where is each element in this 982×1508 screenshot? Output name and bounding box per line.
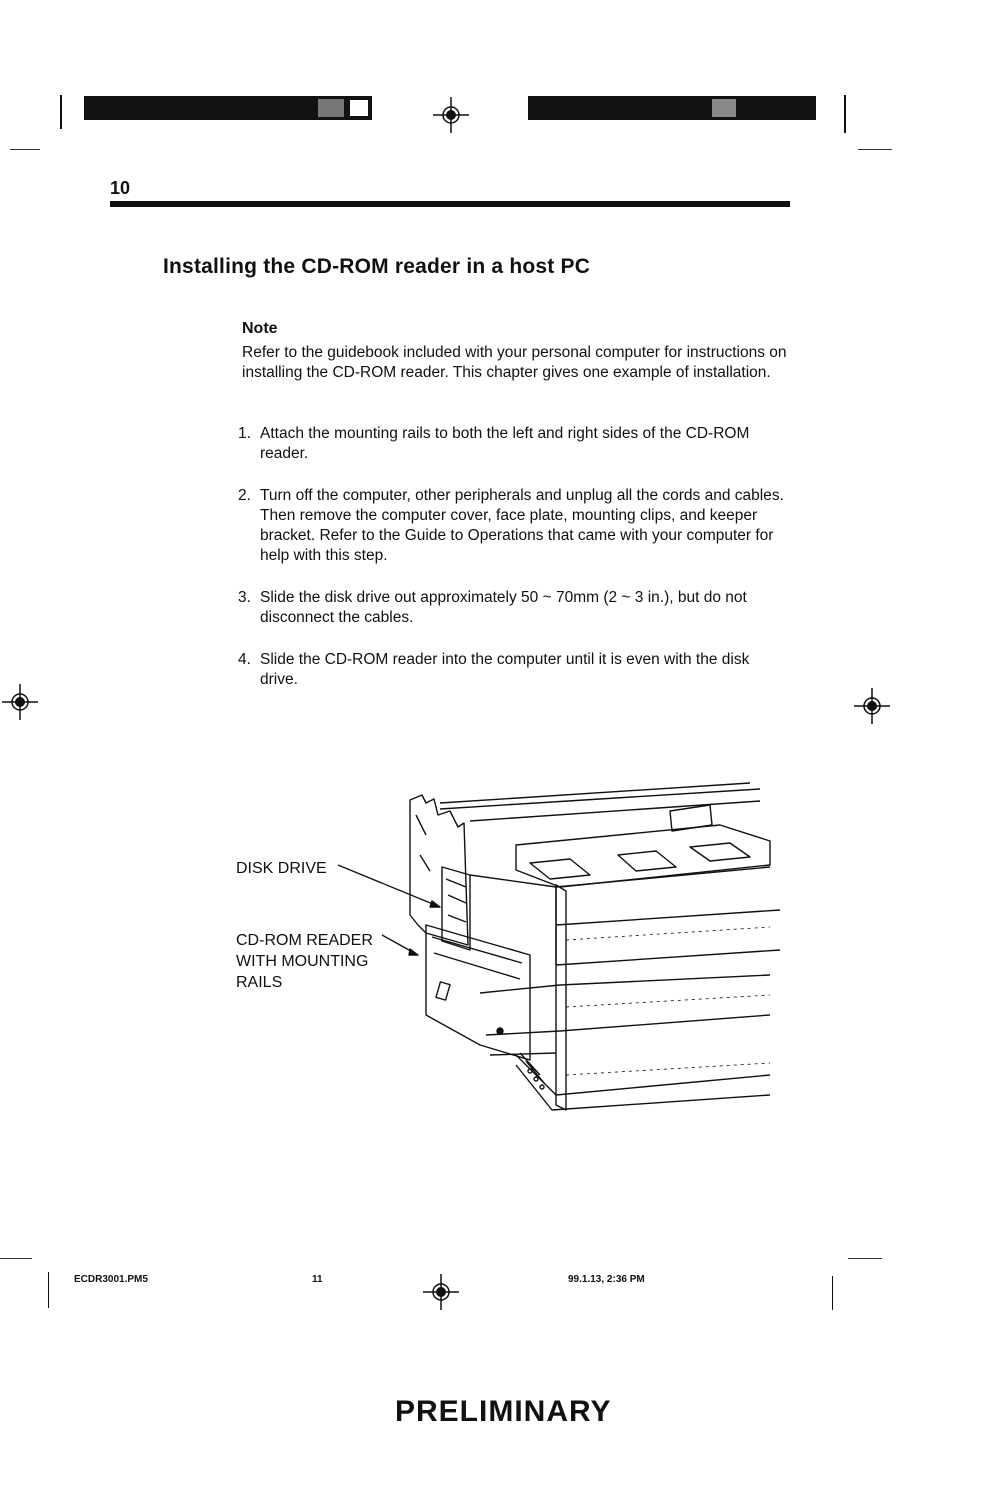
crop-mark-bottom-right-vertical (832, 1276, 833, 1310)
preliminary-watermark: PRELIMINARY (395, 1395, 612, 1428)
header-rule (110, 201, 790, 207)
footer-sheet-number: 11 (312, 1274, 323, 1285)
step-item (238, 588, 790, 628)
note-heading: Note (242, 320, 278, 337)
footer-timestamp: 99.1.13, 2:36 PM (568, 1274, 645, 1285)
figure-label-disk-drive: DISK DRIVE (236, 860, 327, 877)
page-title: Installing the CD-ROM reader in a host PC (163, 255, 591, 278)
figure-label-line: CD-ROM READER (236, 932, 373, 949)
step-text: Slide the CD-ROM reader into the computer until it is even with the disk drive. (260, 651, 750, 688)
step-number: 3. (238, 589, 251, 606)
crop-mark-top-left-horizontal (10, 149, 40, 150)
registration-bar-left-white-box (348, 98, 370, 118)
step-item (238, 424, 790, 464)
registration-bar-left-gray-box (318, 99, 344, 117)
crop-mark-top-right-horizontal (858, 149, 892, 150)
step-text: Attach the mounting rails to both the left and right sides of the CD-ROM reader. (260, 425, 750, 462)
installation-steps (238, 424, 790, 712)
crop-mark-bottom-left-vertical (48, 1272, 49, 1308)
step-text: Slide the disk drive out approximately 50 ~ 70mm (2 ~ 3 in.), but do not disconnect the cables. (260, 589, 747, 626)
crop-mark-bottom-left-horizontal (0, 1258, 32, 1259)
registration-bar-right-gray-box (712, 99, 736, 117)
registration-target-icon (433, 97, 469, 133)
step-number: 2. (238, 487, 251, 504)
note-text: Refer to the guidebook included with your personal computer for instructions on installing the CD-ROM reader. This chapter gives one example of installation. (242, 344, 787, 381)
step-number: 4. (238, 651, 251, 668)
installation-illustration (330, 775, 780, 1135)
crop-mark-top-left-vertical (60, 95, 62, 129)
figure-label-line: WITH MOUNTING (236, 953, 369, 970)
page-number: 10 (110, 178, 131, 198)
step-item (238, 486, 790, 566)
figure-label-line: RAILS (236, 974, 283, 991)
crop-mark-top-right-vertical (844, 95, 846, 133)
registration-target-right-icon (854, 688, 890, 724)
registration-target-bottom-icon (423, 1274, 459, 1310)
crop-mark-bottom-right-horizontal (848, 1258, 882, 1259)
step-text: Turn off the computer, other peripherals and unplug all the cords and cables. Then remove the computer cover, face plate, mounting clips, and keeper bracket. Refer to the Guide to Operations that came with your computer for help with this step. (260, 487, 784, 564)
step-item (238, 650, 790, 690)
step-number: 1. (238, 425, 251, 442)
registration-target-left-icon (2, 684, 38, 720)
footer-filename: ECDR3001.PM5 (74, 1274, 148, 1285)
registration-bar-right (528, 96, 816, 120)
